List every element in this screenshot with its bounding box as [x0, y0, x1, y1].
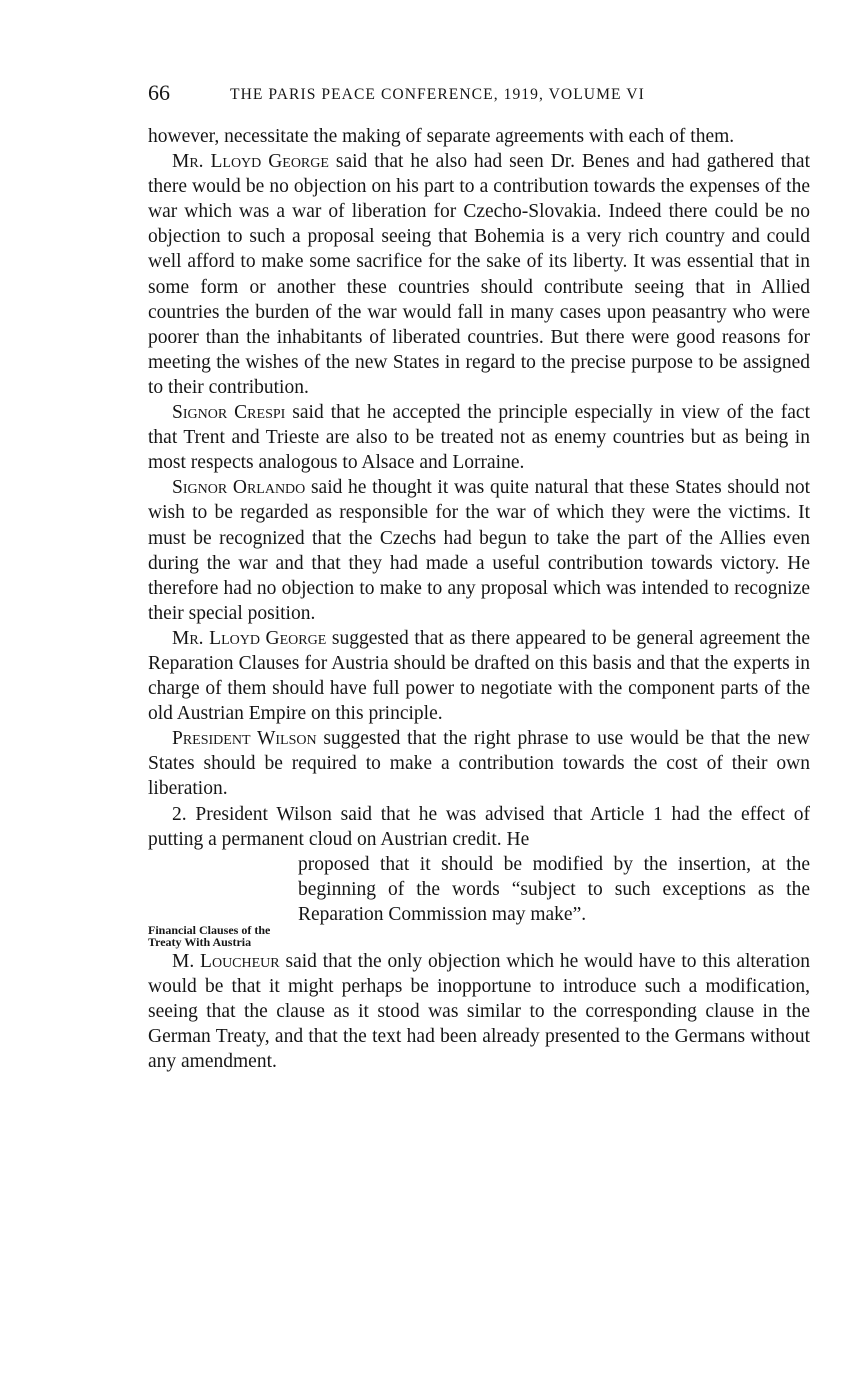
- paragraph-text: said that he accepted the principle especially in view of the fact that Trent and Trieste are also to be treated not as enemy countries but as being in most respects analogous to Alsace and Lorraine.: [148, 402, 810, 474]
- paragraph: [148, 400, 810, 475]
- paragraph-text: said that he also had seen Dr. Benes and had gathered that there would be no objection on his part to a contribution towards the expenses of the war which was a war of liberation for Czecho-Slovakia. Indeed there could be no objection to such a proposal seeing that Bohemia is a very rich country and could well afford to make some sacrifice for the sake of its liberty. It was essential that in some form or another these countries should contribute seeing that in Allied countries the burden of the war would fall in many cases upon peasantry who were poorer than the inhabitants of liberated countries. But there were good reasons for meeting the wishes of the new States in regard to the precise purpose to be assigned to their contribution.: [148, 151, 810, 398]
- paragraph: [148, 626, 810, 726]
- paragraph-text: said that the only objection which he would have to this alteration would be that it might perhaps be inopportune to introduce such a modification, seeing that the clause as it stood was similar to the corresponding clause in the German Treaty, and that the text had been already presented to the Germans without any amendment.: [148, 950, 810, 1073]
- paragraph: 2. President Wilson said that he was advised that Article 1 had the effect of putting a permanent cloud on Austrian credit. He: [148, 803, 810, 850]
- paragraph-text: said he thought it was quite natural that these States should not wish to be regarded as responsible for the war of which they were the victims. It must be recognized that the Czechs had begun to take the part of the Allies even during the war and that they had made a useful contribution towards victory. He therefore had no objection to make to any proposal which was intended to recognize their special position.: [148, 477, 810, 624]
- speaker-name: Mr. Lloyd George: [172, 151, 329, 173]
- paragraph-with-margin-note: [148, 852, 810, 949]
- body-text: [148, 124, 810, 1074]
- paragraph: [148, 149, 810, 400]
- paragraph: [148, 726, 810, 801]
- paragraph-text: suggested that as there appeared to be general agreement the Reparation Clauses for Austria should be drafted on this basis and that the experts in charge of them should have full power to negotiate with the component parts of the old Austrian Empire on this principle.: [148, 627, 810, 725]
- speaker-name: Signor Orlando: [172, 477, 306, 499]
- speaker-name: Signor Crespi: [172, 402, 286, 424]
- paragraph-text: proposed that it should be modified by the insertion, at the beginning of the words “subject to such exceptions as the Reparation Commission may make”.: [298, 853, 810, 925]
- margin-note: Financial Clauses of the Treaty With Austria: [148, 922, 271, 950]
- page-header: [148, 80, 808, 110]
- paragraph: [148, 949, 810, 1074]
- running-head: THE PARIS PEACE CONFERENCE, 1919, VOLUME VI: [230, 86, 645, 103]
- speaker-name: M. Loucheur: [172, 950, 280, 972]
- paragraph: [148, 475, 810, 626]
- speaker-name: Mr. Lloyd George: [172, 627, 327, 649]
- speaker-name: President Wilson: [172, 728, 317, 750]
- paragraph-text: suggested that the right phrase to use would be that the new States should be required to make a contribution towards the cost of their own liberation.: [148, 728, 811, 800]
- page-number: 66: [148, 80, 170, 105]
- paragraph: however, necessitate the making of separate agreements with each of them.: [148, 126, 735, 147]
